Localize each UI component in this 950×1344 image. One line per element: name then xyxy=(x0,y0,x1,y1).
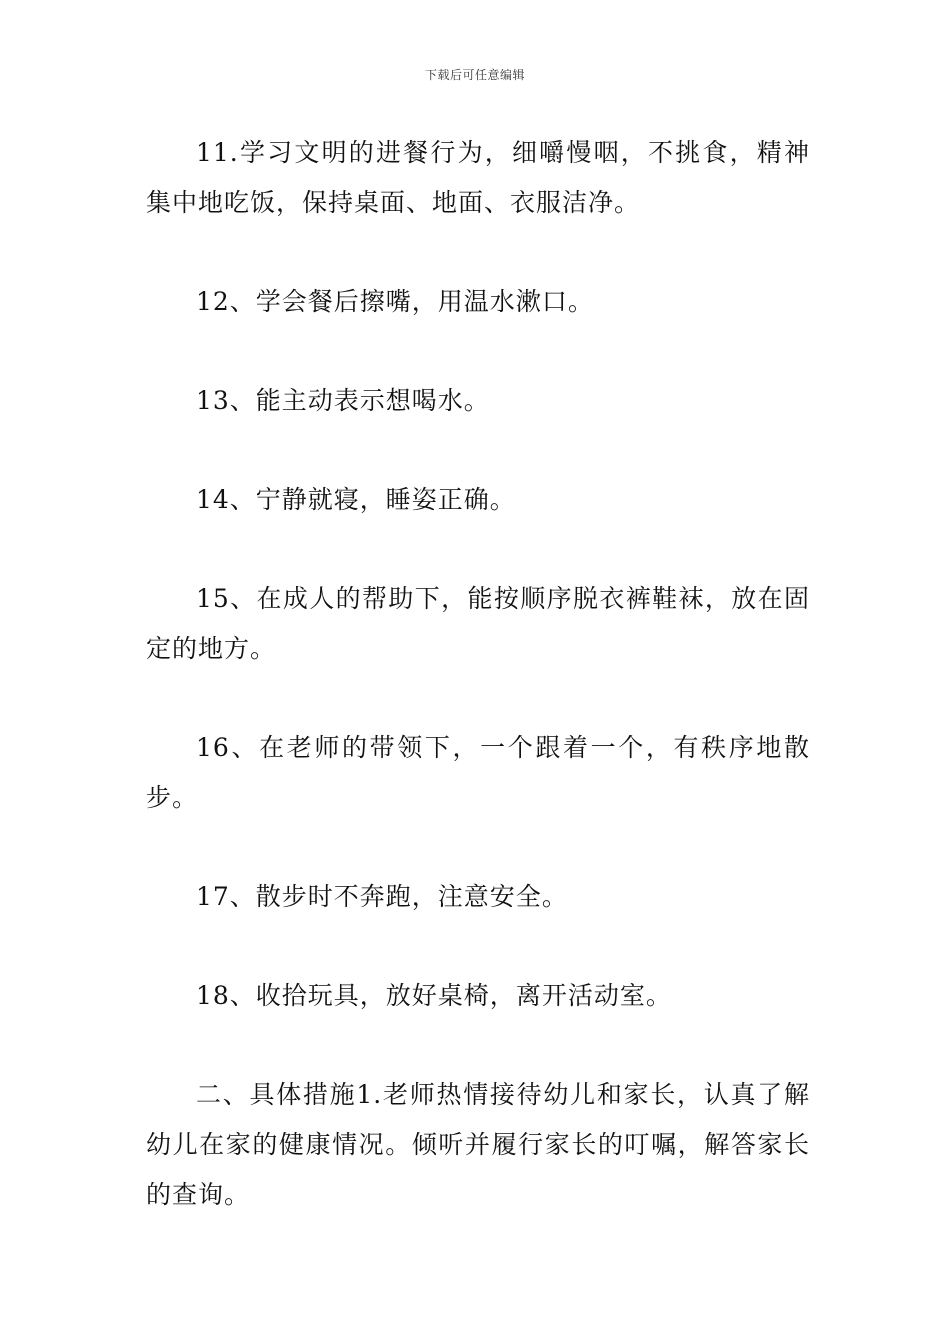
paragraph-measures: 二、具体措施1.老师热情接待幼儿和家长，认真了解幼儿在家的健康情况。倾听并履行家长的叮嘱，解答家长的查询。 xyxy=(146,1080,810,1209)
paragraph-item-13: 13、能主动表示想喝水。 xyxy=(196,386,490,415)
paragraph-item-18: 18、收拾玩具，放好桌椅，离开活动室。 xyxy=(196,981,672,1010)
document-body xyxy=(146,128,810,1269)
paragraph-item-16: 16、在老师的带领下，一个跟着一个，有秩序地散步。 xyxy=(146,733,810,812)
paragraph-item-17: 17、散步时不奔跑，注意安全。 xyxy=(196,882,568,911)
paragraph-item-11: 11.学习文明的进餐行为，细嚼慢咽，不挑食，精神集中地吃饭，保持桌面、地面、衣服洁净。 xyxy=(146,138,810,217)
paragraph-item-15: 15、在成人的帮助下，能按顺序脱衣裤鞋袜，放在固定的地方。 xyxy=(146,584,810,663)
paragraph-item-12: 12、学会餐后擦嘴，用温水漱口。 xyxy=(196,287,594,316)
paragraph-item-14: 14、宁静就寝，睡姿正确。 xyxy=(196,485,516,514)
header-note: 下载后可任意编辑 xyxy=(424,68,525,82)
